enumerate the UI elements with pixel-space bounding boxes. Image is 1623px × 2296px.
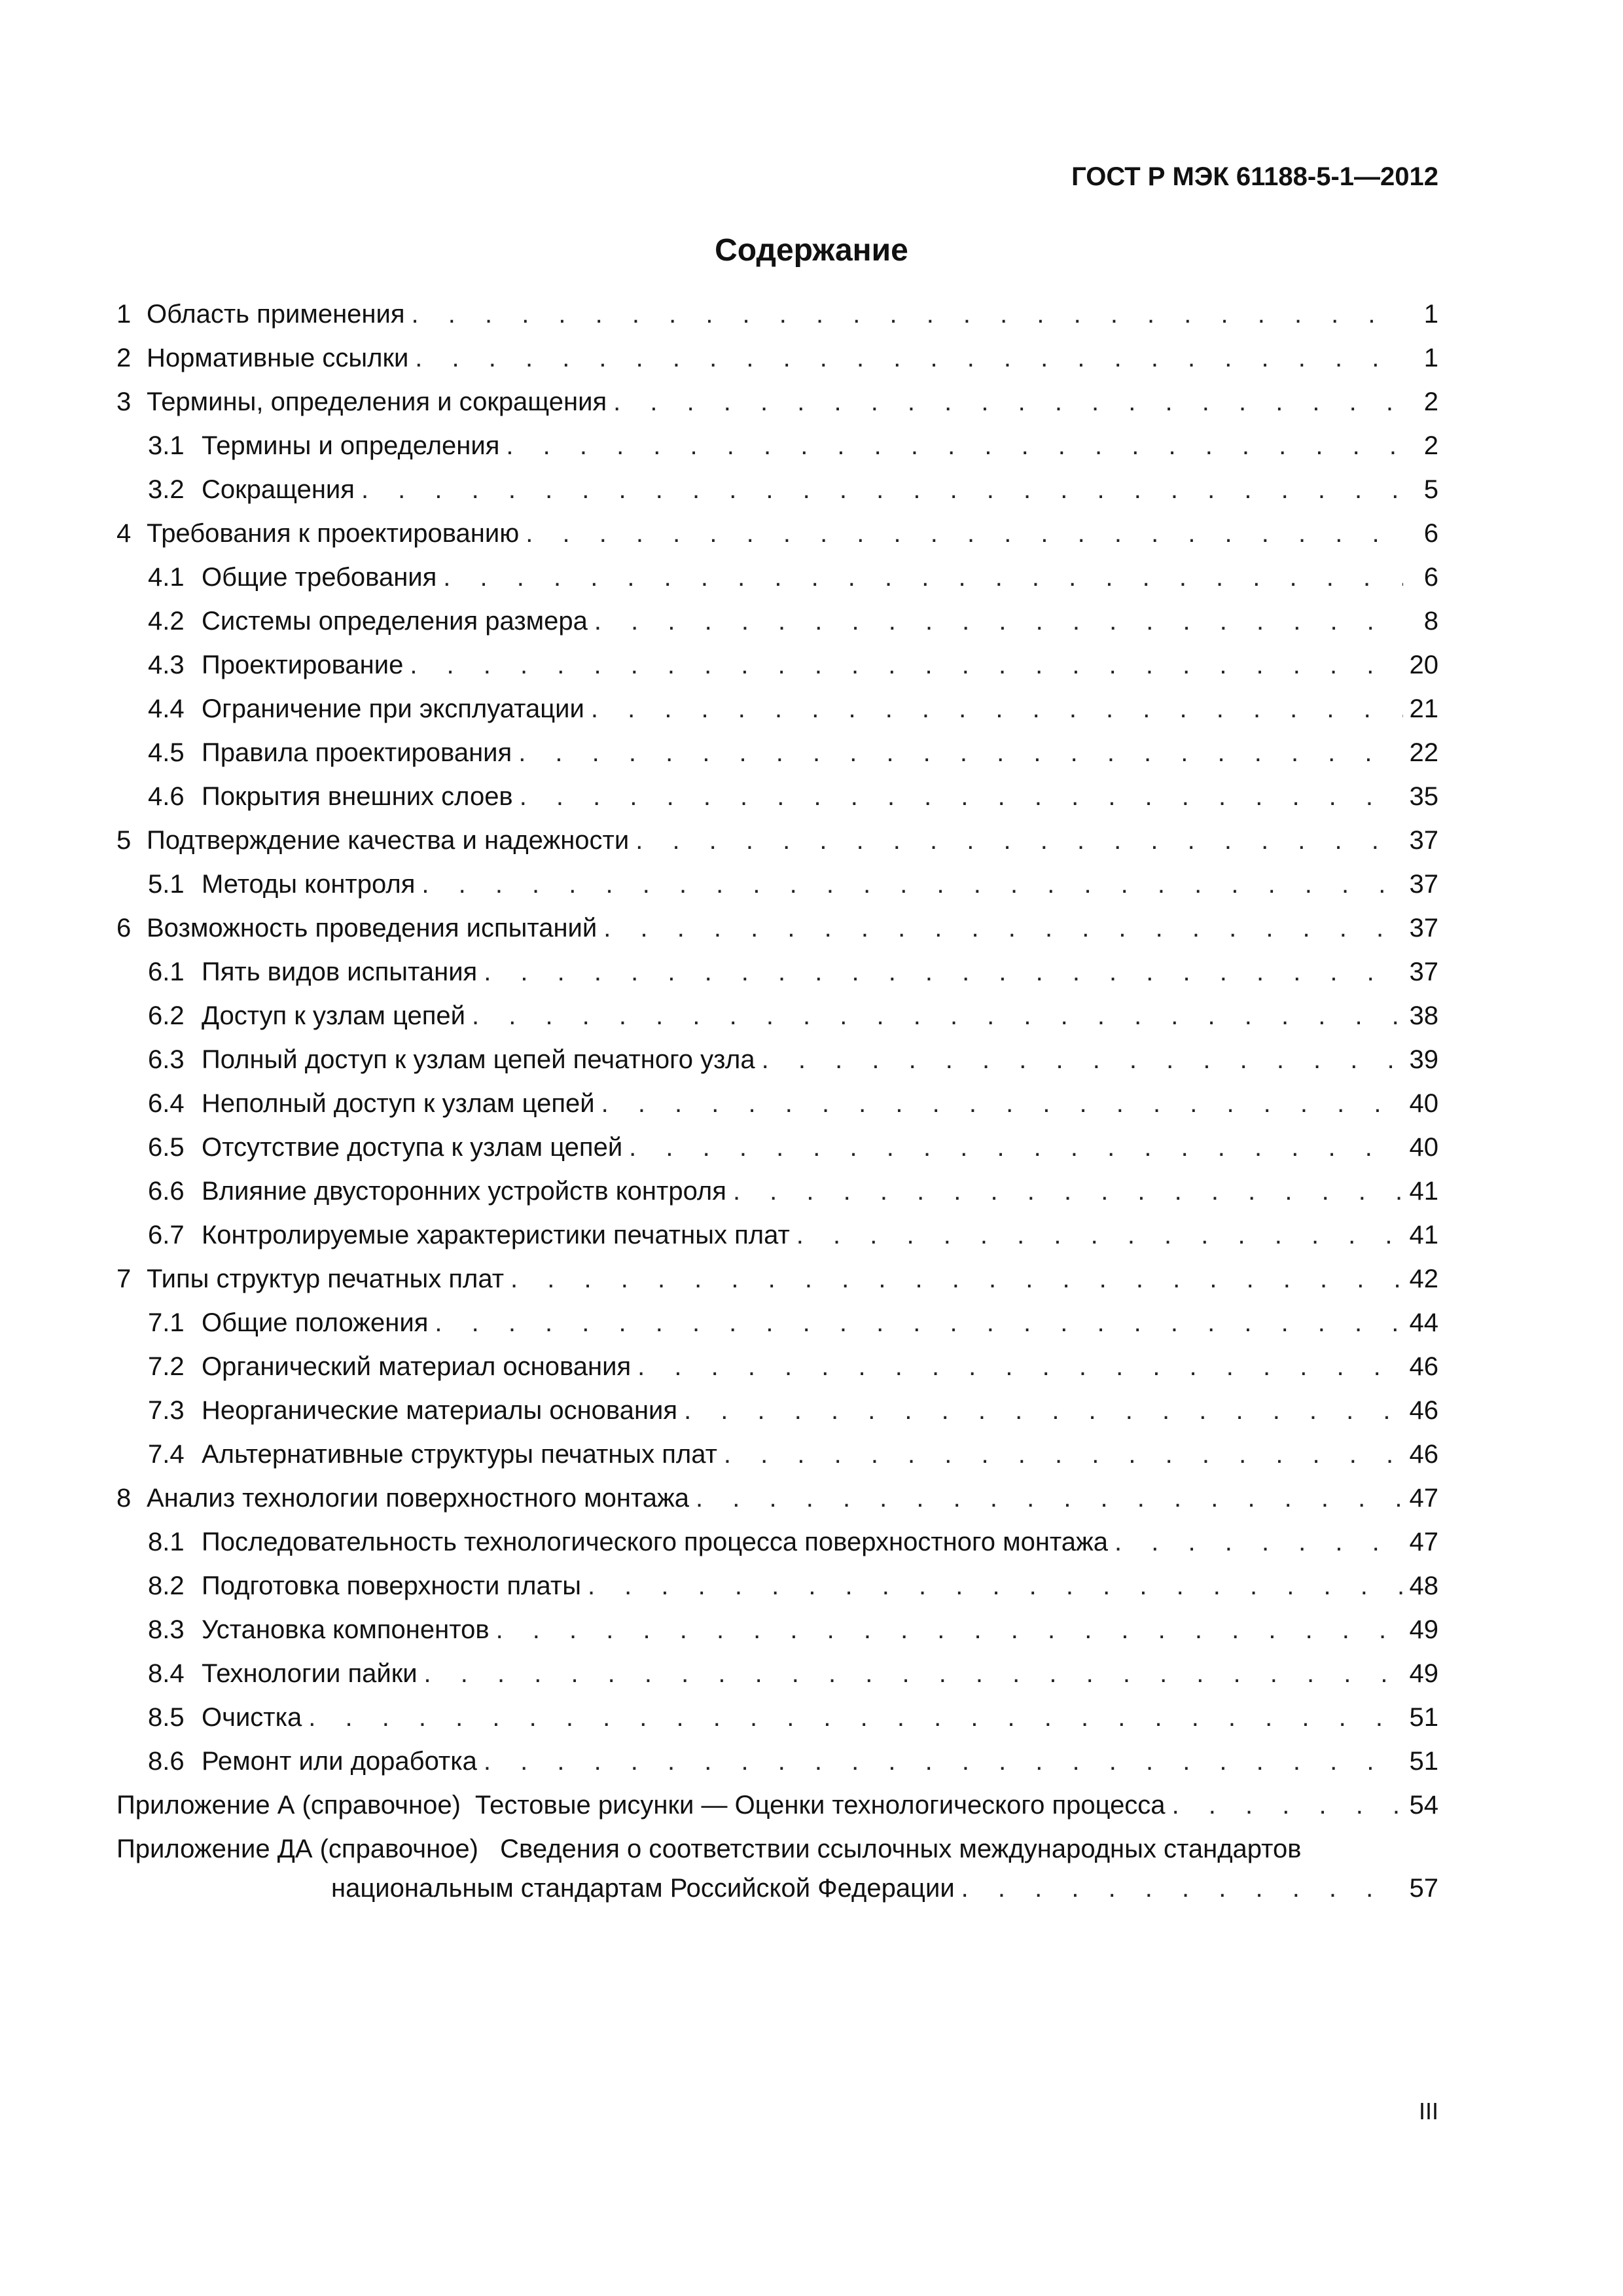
toc-entry-number: 8.3 — [148, 1615, 185, 1644]
toc-entry-page: 2 — [1423, 431, 1438, 460]
toc-entry-number: 3 — [116, 387, 132, 416]
toc-entry-label: Системы определения размера — [202, 607, 588, 636]
toc-entry[interactable] — [116, 1440, 1438, 1484]
toc-entry-label: Общие положения — [202, 1308, 429, 1337]
table-of-contents — [116, 300, 1438, 1918]
appendix-a-prefix: Приложение А (справочное) — [116, 1791, 461, 1820]
toc-entry[interactable] — [116, 1308, 1438, 1352]
toc-entry-appendix-a[interactable] — [116, 1791, 1438, 1835]
toc-entry-number: 1 — [116, 300, 132, 329]
dot-leader — [613, 387, 1403, 417]
dot-leader — [520, 782, 1403, 812]
toc-entry-label: Анализ технологии поверхностного монтажа — [147, 1484, 690, 1513]
dot-leader — [484, 1747, 1403, 1776]
toc-entry-label: Подготовка поверхности платы — [202, 1571, 581, 1600]
toc-entry-number: 7.2 — [148, 1352, 185, 1381]
toc-entry-label: Очистка — [202, 1703, 302, 1732]
toc-entry-label: Доступ к узлам цепей — [202, 1001, 465, 1030]
toc-entry-label: Область применения — [147, 300, 405, 329]
toc-entry-page: 46 — [1409, 1396, 1438, 1425]
dot-leader — [594, 607, 1403, 636]
toc-entry-number: 8.4 — [148, 1659, 185, 1688]
appendix-da-page: 57 — [1409, 1874, 1438, 1903]
dot-leader — [484, 958, 1403, 987]
toc-entry-page: 40 — [1409, 1133, 1438, 1162]
toc-entry-number: 7 — [116, 1265, 132, 1293]
toc-entry-number: 4.1 — [148, 563, 185, 592]
dot-leader — [796, 1221, 1403, 1250]
toc-entry-label: Контролируемые характеристики печатных плат — [202, 1221, 790, 1249]
appendix-da-prefix: Приложение ДА (справочное) — [116, 1835, 478, 1863]
toc-entry-number: 8.2 — [148, 1571, 185, 1600]
toc-entry-number: 8.5 — [148, 1703, 185, 1732]
toc-entry[interactable] — [116, 519, 1438, 563]
toc-entry[interactable] — [116, 1615, 1438, 1659]
dot-leader — [603, 914, 1403, 943]
dot-leader — [588, 1571, 1403, 1601]
appendix-a-page: 54 — [1409, 1791, 1438, 1820]
toc-entry-label: Отсутствие доступа к узлам цепей — [202, 1133, 623, 1162]
toc-entry-page: 6 — [1423, 563, 1438, 592]
toc-entry[interactable] — [116, 1177, 1438, 1221]
toc-entry-number: 8 — [116, 1484, 132, 1513]
toc-entry-page: 20 — [1409, 651, 1438, 679]
toc-entry-label: Ремонт или доработка — [202, 1747, 477, 1776]
toc-entry-page: 41 — [1409, 1221, 1438, 1249]
toc-entry-number: 3.1 — [148, 431, 185, 460]
toc-entry-number: 6.2 — [148, 1001, 185, 1030]
toc-entry-number: 6.3 — [148, 1045, 185, 1074]
dot-leader — [684, 1396, 1403, 1426]
dot-leader — [629, 1133, 1403, 1162]
toc-entry-number: 6.1 — [148, 958, 185, 986]
toc-entry-label: Пять видов испытания — [202, 958, 478, 986]
toc-entry-page: 42 — [1409, 1265, 1438, 1293]
toc-entry-label: Возможность проведения испытаний — [147, 914, 597, 942]
toc-entry-label: Методы контроля — [202, 870, 416, 899]
toc-entry-page: 47 — [1409, 1484, 1438, 1513]
toc-entry-label: Установка компонентов — [202, 1615, 490, 1644]
dot-leader — [308, 1703, 1403, 1732]
toc-entry-label: Типы структур печатных плат — [147, 1265, 505, 1293]
toc-entry-page: 38 — [1409, 1001, 1438, 1030]
toc-entry-page: 37 — [1409, 958, 1438, 986]
toc-entry-label: Последовательность технологического процесса поверхностного монтажа — [202, 1528, 1109, 1556]
toc-entry[interactable] — [116, 870, 1438, 914]
toc-entry-page: 46 — [1409, 1440, 1438, 1469]
toc-entry-page: 48 — [1409, 1571, 1438, 1600]
appendix-a-label: Тестовые рисунки — Оценки технологического процесса — [474, 1791, 1166, 1820]
toc-entry-label: Альтернативные структуры печатных плат — [202, 1440, 717, 1469]
toc-entry-number: 2 — [116, 344, 132, 372]
toc-entry-label: Технологии пайки — [202, 1659, 418, 1688]
toc-entry-number: 6.6 — [148, 1177, 185, 1206]
appendix-da-label-line1: Сведения о соответствии ссылочных международных стандартов — [500, 1835, 1302, 1863]
toc-entry-number: 7.4 — [148, 1440, 185, 1469]
dot-leader — [435, 1308, 1403, 1338]
toc-entry-label: Термины и определения — [202, 431, 500, 460]
toc-entry-number: 6.5 — [148, 1133, 185, 1162]
toc-entry-page: 22 — [1409, 738, 1438, 767]
toc-entry-label: Нормативные ссылки — [147, 344, 409, 372]
toc-entries — [116, 300, 1438, 1791]
toc-entry[interactable] — [116, 958, 1438, 1001]
toc-entry-label: Общие требования — [202, 563, 437, 592]
toc-entry[interactable] — [116, 1703, 1438, 1747]
toc-entry[interactable] — [116, 1659, 1438, 1703]
toc-entry[interactable] — [116, 1571, 1438, 1615]
toc-entry[interactable] — [116, 300, 1438, 344]
toc-entry-label: Покрытия внешних слоев — [202, 782, 513, 811]
toc-entry-page: 21 — [1409, 694, 1438, 723]
toc-entry-page: 2 — [1423, 387, 1438, 416]
toc-entry[interactable] — [116, 826, 1438, 870]
toc-entry-page: 40 — [1409, 1089, 1438, 1118]
toc-entry-page: 1 — [1423, 300, 1438, 329]
toc-entry[interactable] — [116, 1747, 1438, 1791]
toc-entry-page: 1 — [1423, 344, 1438, 372]
toc-entry-number: 4.5 — [148, 738, 185, 767]
toc-entry[interactable] — [116, 738, 1438, 782]
toc-entry-page: 8 — [1423, 607, 1438, 636]
dot-leader — [361, 475, 1403, 505]
toc-entry-page: 6 — [1423, 519, 1438, 548]
toc-entry-appendix-da[interactable] — [116, 1835, 1438, 1874]
toc-entry-label: Сокращения — [202, 475, 355, 504]
dot-leader — [526, 519, 1403, 548]
toc-entry[interactable] — [116, 1352, 1438, 1396]
toc-entry[interactable] — [116, 694, 1438, 738]
dot-leader — [472, 1001, 1403, 1031]
toc-entry-page: 35 — [1409, 782, 1438, 811]
toc-entry[interactable] — [116, 475, 1438, 519]
toc-entry-page: 37 — [1409, 826, 1438, 855]
toc-entry[interactable] — [116, 651, 1438, 694]
toc-entry-page: 51 — [1409, 1703, 1438, 1732]
toc-entry-page: 47 — [1409, 1528, 1438, 1556]
page-title: Содержание — [715, 233, 908, 268]
toc-entry-number: 7.1 — [148, 1308, 185, 1337]
toc-entry-number: 5.1 — [148, 870, 185, 899]
toc-entry[interactable] — [116, 1528, 1438, 1571]
toc-entry[interactable] — [116, 563, 1438, 607]
toc-entry-number: 6.7 — [148, 1221, 185, 1249]
toc-entry-page: 37 — [1409, 870, 1438, 899]
dot-leader — [601, 1089, 1403, 1119]
toc-entry-page: 49 — [1409, 1615, 1438, 1644]
dot-leader — [637, 1352, 1403, 1382]
toc-entry-number: 6 — [116, 914, 132, 942]
toc-entry[interactable] — [116, 1133, 1438, 1177]
toc-entry[interactable] — [116, 1221, 1438, 1265]
dot-leader — [412, 300, 1403, 329]
toc-entry-label: Требования к проектированию — [147, 519, 520, 548]
dot-leader — [506, 431, 1403, 461]
toc-entry[interactable] — [116, 344, 1438, 387]
toc-entry-label: Влияние двусторонних устройств контроля — [202, 1177, 726, 1206]
dot-leader — [421, 870, 1403, 899]
toc-entry[interactable] — [116, 431, 1438, 475]
dot-leader — [591, 694, 1403, 724]
toc-entry-number: 6.4 — [148, 1089, 185, 1118]
toc-entry-label: Термины, определения и сокращения — [147, 387, 607, 416]
toc-entry[interactable] — [116, 1265, 1438, 1308]
toc-entry-label: Полный доступ к узлам цепей печатного узла — [202, 1045, 755, 1074]
toc-entry-appendix-da-continued[interactable] — [116, 1874, 1438, 1918]
toc-entry-page: 46 — [1409, 1352, 1438, 1381]
toc-entry[interactable] — [116, 1396, 1438, 1440]
toc-entry-number: 4.2 — [148, 607, 185, 636]
toc-entry-page: 37 — [1409, 914, 1438, 942]
dot-leader — [496, 1615, 1403, 1645]
toc-entry-number: 8.1 — [148, 1528, 185, 1556]
toc-entry-label: Ограничение при эксплуатации — [202, 694, 584, 723]
dot-leader — [510, 1265, 1403, 1294]
toc-entry[interactable] — [116, 914, 1438, 958]
dot-leader — [410, 651, 1403, 680]
toc-entry-page: 44 — [1409, 1308, 1438, 1337]
toc-entry-number: 7.3 — [148, 1396, 185, 1425]
toc-entry-number: 3.2 — [148, 475, 185, 504]
dot-leader — [443, 563, 1403, 592]
toc-entry-label: Подтверждение качества и надежности — [147, 826, 630, 855]
toc-entry-number: 5 — [116, 826, 132, 855]
appendix-da-label-line2: национальным стандартам Российской Федерации — [331, 1874, 955, 1903]
toc-entry-label: Органический материал основания — [202, 1352, 632, 1381]
toc-entry[interactable] — [116, 1045, 1438, 1089]
toc-entry[interactable] — [116, 1484, 1438, 1528]
toc-entry-number: 4.6 — [148, 782, 185, 811]
toc-entry-page: 51 — [1409, 1747, 1438, 1776]
toc-entry-number: 8.6 — [148, 1747, 185, 1776]
toc-entry-page: 5 — [1423, 475, 1438, 504]
dot-leader — [961, 1874, 1403, 1903]
dot-leader — [762, 1045, 1403, 1075]
toc-entry-page: 49 — [1409, 1659, 1438, 1688]
dot-leader — [696, 1484, 1403, 1513]
dot-leader — [1172, 1791, 1403, 1820]
toc-entry[interactable] — [116, 1001, 1438, 1045]
dot-leader — [724, 1440, 1403, 1469]
dot-leader — [1115, 1528, 1403, 1557]
dot-leader — [635, 826, 1403, 855]
toc-entry-label: Проектирование — [202, 651, 404, 679]
dot-leader — [415, 344, 1403, 373]
toc-entry-label: Неорганические материалы основания — [202, 1396, 678, 1425]
dot-leader — [733, 1177, 1403, 1206]
toc-entry[interactable] — [116, 1089, 1438, 1133]
toc-entry-number: 4.3 — [148, 651, 185, 679]
dot-leader — [424, 1659, 1403, 1689]
toc-entry-number: 4.4 — [148, 694, 185, 723]
toc-entry-label: Правила проектирования — [202, 738, 512, 767]
toc-entry-page: 39 — [1409, 1045, 1438, 1074]
toc-entry-page: 41 — [1409, 1177, 1438, 1206]
document-header: ГОСТ Р МЭК 61188-5-1—2012 — [1071, 162, 1438, 191]
toc-entry[interactable] — [116, 782, 1438, 826]
toc-entry[interactable] — [116, 387, 1438, 431]
toc-entry-number: 4 — [116, 519, 132, 548]
dot-leader — [518, 738, 1403, 768]
toc-entry[interactable] — [116, 607, 1438, 651]
toc-entry-label: Неполный доступ к узлам цепей — [202, 1089, 595, 1118]
page-number: III — [1418, 2098, 1438, 2125]
